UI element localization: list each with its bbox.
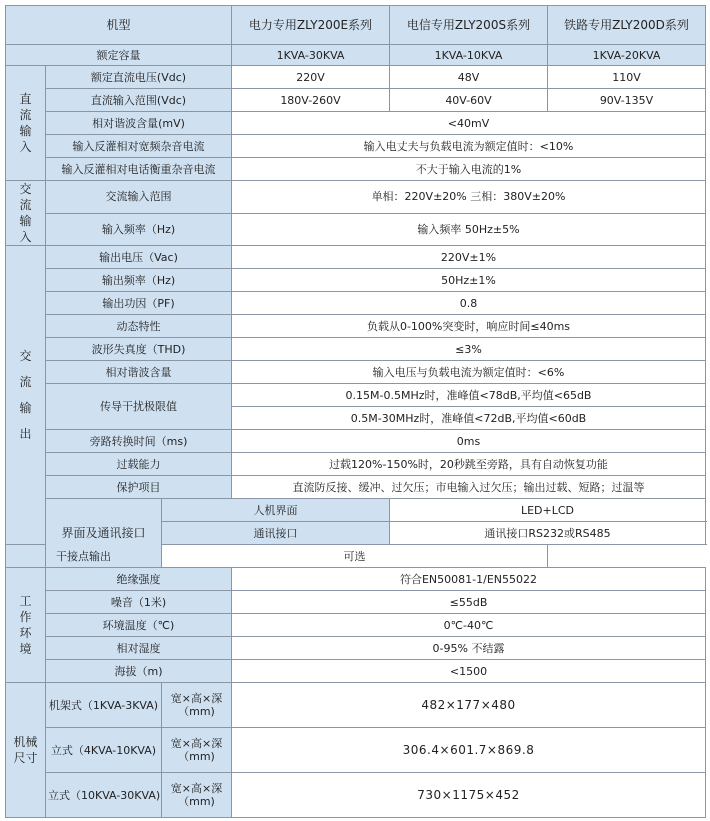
row-unit: 宽×高×深（mm) [162,773,232,818]
row-value: ≤55dB [232,591,706,614]
row-label: 波形失真度（THD) [46,338,232,361]
header-col-s: 电信专用ZLY200S系列 [390,6,548,45]
table-row [6,246,706,269]
table-row [6,614,706,637]
row-value: 可选 [162,545,548,568]
table-row [6,568,706,591]
table-row [6,430,706,453]
row-label: 输出功因（PF) [46,292,232,315]
spec-table-container [5,5,705,818]
row-unit: 宽×高×深（mm) [162,728,232,773]
row-value: 0-95% 不结露 [232,637,706,660]
value-d: 110V [548,66,706,89]
row-value: 直流防反接、缓冲、过欠压；市电输入过欠压；输出过载、短路；过温等 [232,476,706,499]
table-row [6,89,706,112]
table-row [6,773,706,818]
table-row [6,158,706,181]
capacity-s: 1KVA-10KVA [390,45,548,66]
capacity-label: 额定容量 [6,45,232,66]
table-row [6,683,706,728]
row-label: 干接点输出 [6,545,162,568]
value-e: 220V [232,66,390,89]
row-value: 输入频率 50Hz±5% [232,213,706,246]
capacity-row [6,45,706,66]
row-label: 环境温度（℃) [46,614,232,637]
value-d: 90V-135V [548,89,706,112]
row-label: 过载能力 [46,453,232,476]
row-label: 动态特性 [46,315,232,338]
row-value: ≤3% [232,338,706,361]
row-value: 0ms [232,430,706,453]
row-value: 730×1175×452 [232,773,706,818]
group-dc-input: 直流输入 [6,66,46,181]
row-label: 传导干扰极限值 [46,384,232,430]
row-label: 立式（4KVA-10KVA) [46,728,162,773]
table-row [6,135,706,158]
table-row [6,384,706,407]
row-label: 立式（10KVA-30KVA) [46,773,162,818]
table-row [6,269,706,292]
row-label: 输入频率（Hz) [46,213,232,246]
table-row [6,292,706,315]
row-label: 通讯接口 [162,522,390,545]
table-row [6,181,706,214]
table-row [6,361,706,384]
group-ac-output: 交流输出 [6,246,46,545]
row-value: 0.8 [232,292,706,315]
row-value: 通讯接口RS232或RS485 [390,522,706,545]
table-row [6,499,706,522]
row-value: 单相：220V±20% 三相：380V±20% [232,181,706,214]
table-row [6,66,706,89]
header-col-e: 电力专用ZLY200E系列 [232,6,390,45]
row-label: 保护项目 [46,476,232,499]
value-e: 180V-260V [232,89,390,112]
table-row [6,591,706,614]
table-row [6,112,706,135]
row-value: 不大于输入电流的1% [232,158,706,181]
table-row [6,453,706,476]
group-environment: 工作环境 [6,568,46,683]
table-row [6,728,706,773]
row-label: 相对湿度 [46,637,232,660]
header-model: 机型 [6,6,232,45]
row-unit: 宽×高×深（mm) [162,683,232,728]
row-label: 输入反灌相对宽频杂音电流 [46,135,232,158]
header-row [6,6,706,45]
group-ac-input: 交流输入 [6,181,46,246]
row-value: 306.4×601.7×869.8 [232,728,706,773]
table-row [6,660,706,683]
row-label: 输入反灌相对电话衡重杂音电流 [46,158,232,181]
row-value: 负载从0-100%突变时，响应时间≤40ms [232,315,706,338]
row-value: 0℃-40℃ [232,614,706,637]
row-label: 海拔（m) [46,660,232,683]
table-row [6,338,706,361]
row-value: 符合EN50081-1/EN55022 [232,568,706,591]
row-label: 额定直流电压(Vdc) [46,66,232,89]
row-label: 人机界面 [162,499,390,522]
row-label: 交流输入范围 [46,181,232,214]
table-row [6,213,706,246]
row-value: <40mV [232,112,706,135]
header-col-d: 铁路专用ZLY200D系列 [548,6,706,45]
row-label: 旁路转换时间（ms) [46,430,232,453]
row-value: 输入电压与负载电流为额定值时：<6% [232,361,706,384]
row-label: 噪音（1米) [46,591,232,614]
row-value: <1500 [232,660,706,683]
row-value: LED+LCD [390,499,706,522]
table-row [6,476,706,499]
value-s: 48V [390,66,548,89]
row-value: 482×177×480 [232,683,706,728]
row-value: 220V±1% [232,246,706,269]
row-value: 0.5M-30MHz时，准峰值<72dB,平均值<60dB [232,407,706,430]
row-value: 输入电丈夫与负载电流为额定值时：<10% [232,135,706,158]
value-s: 40V-60V [390,89,548,112]
row-value: 0.15M-0.5MHz时，准峰值<78dB,平均值<65dB [232,384,706,407]
row-value: 50Hz±1% [232,269,706,292]
row-value: 过载120%-150%时，20秒跳至旁路，具有自动恢复功能 [232,453,706,476]
table-row [6,315,706,338]
row-label: 绝缘强度 [46,568,232,591]
spec-table [5,5,706,818]
row-label: 机架式（1KVA-3KVA) [46,683,162,728]
row-label: 输出频率（Hz) [46,269,232,292]
group-mechanical: 机械尺寸 [6,683,46,818]
capacity-d: 1KVA-20KVA [548,45,706,66]
row-label: 相对谐波含量(mV) [46,112,232,135]
row-label: 输出电压（Vac) [46,246,232,269]
group-interface: 界面及通讯接口 [46,499,162,568]
table-row [6,545,706,568]
row-label: 相对谐波含量 [46,361,232,384]
row-label: 直流输入范围(Vdc) [46,89,232,112]
capacity-e: 1KVA-30KVA [232,45,390,66]
table-row [6,637,706,660]
